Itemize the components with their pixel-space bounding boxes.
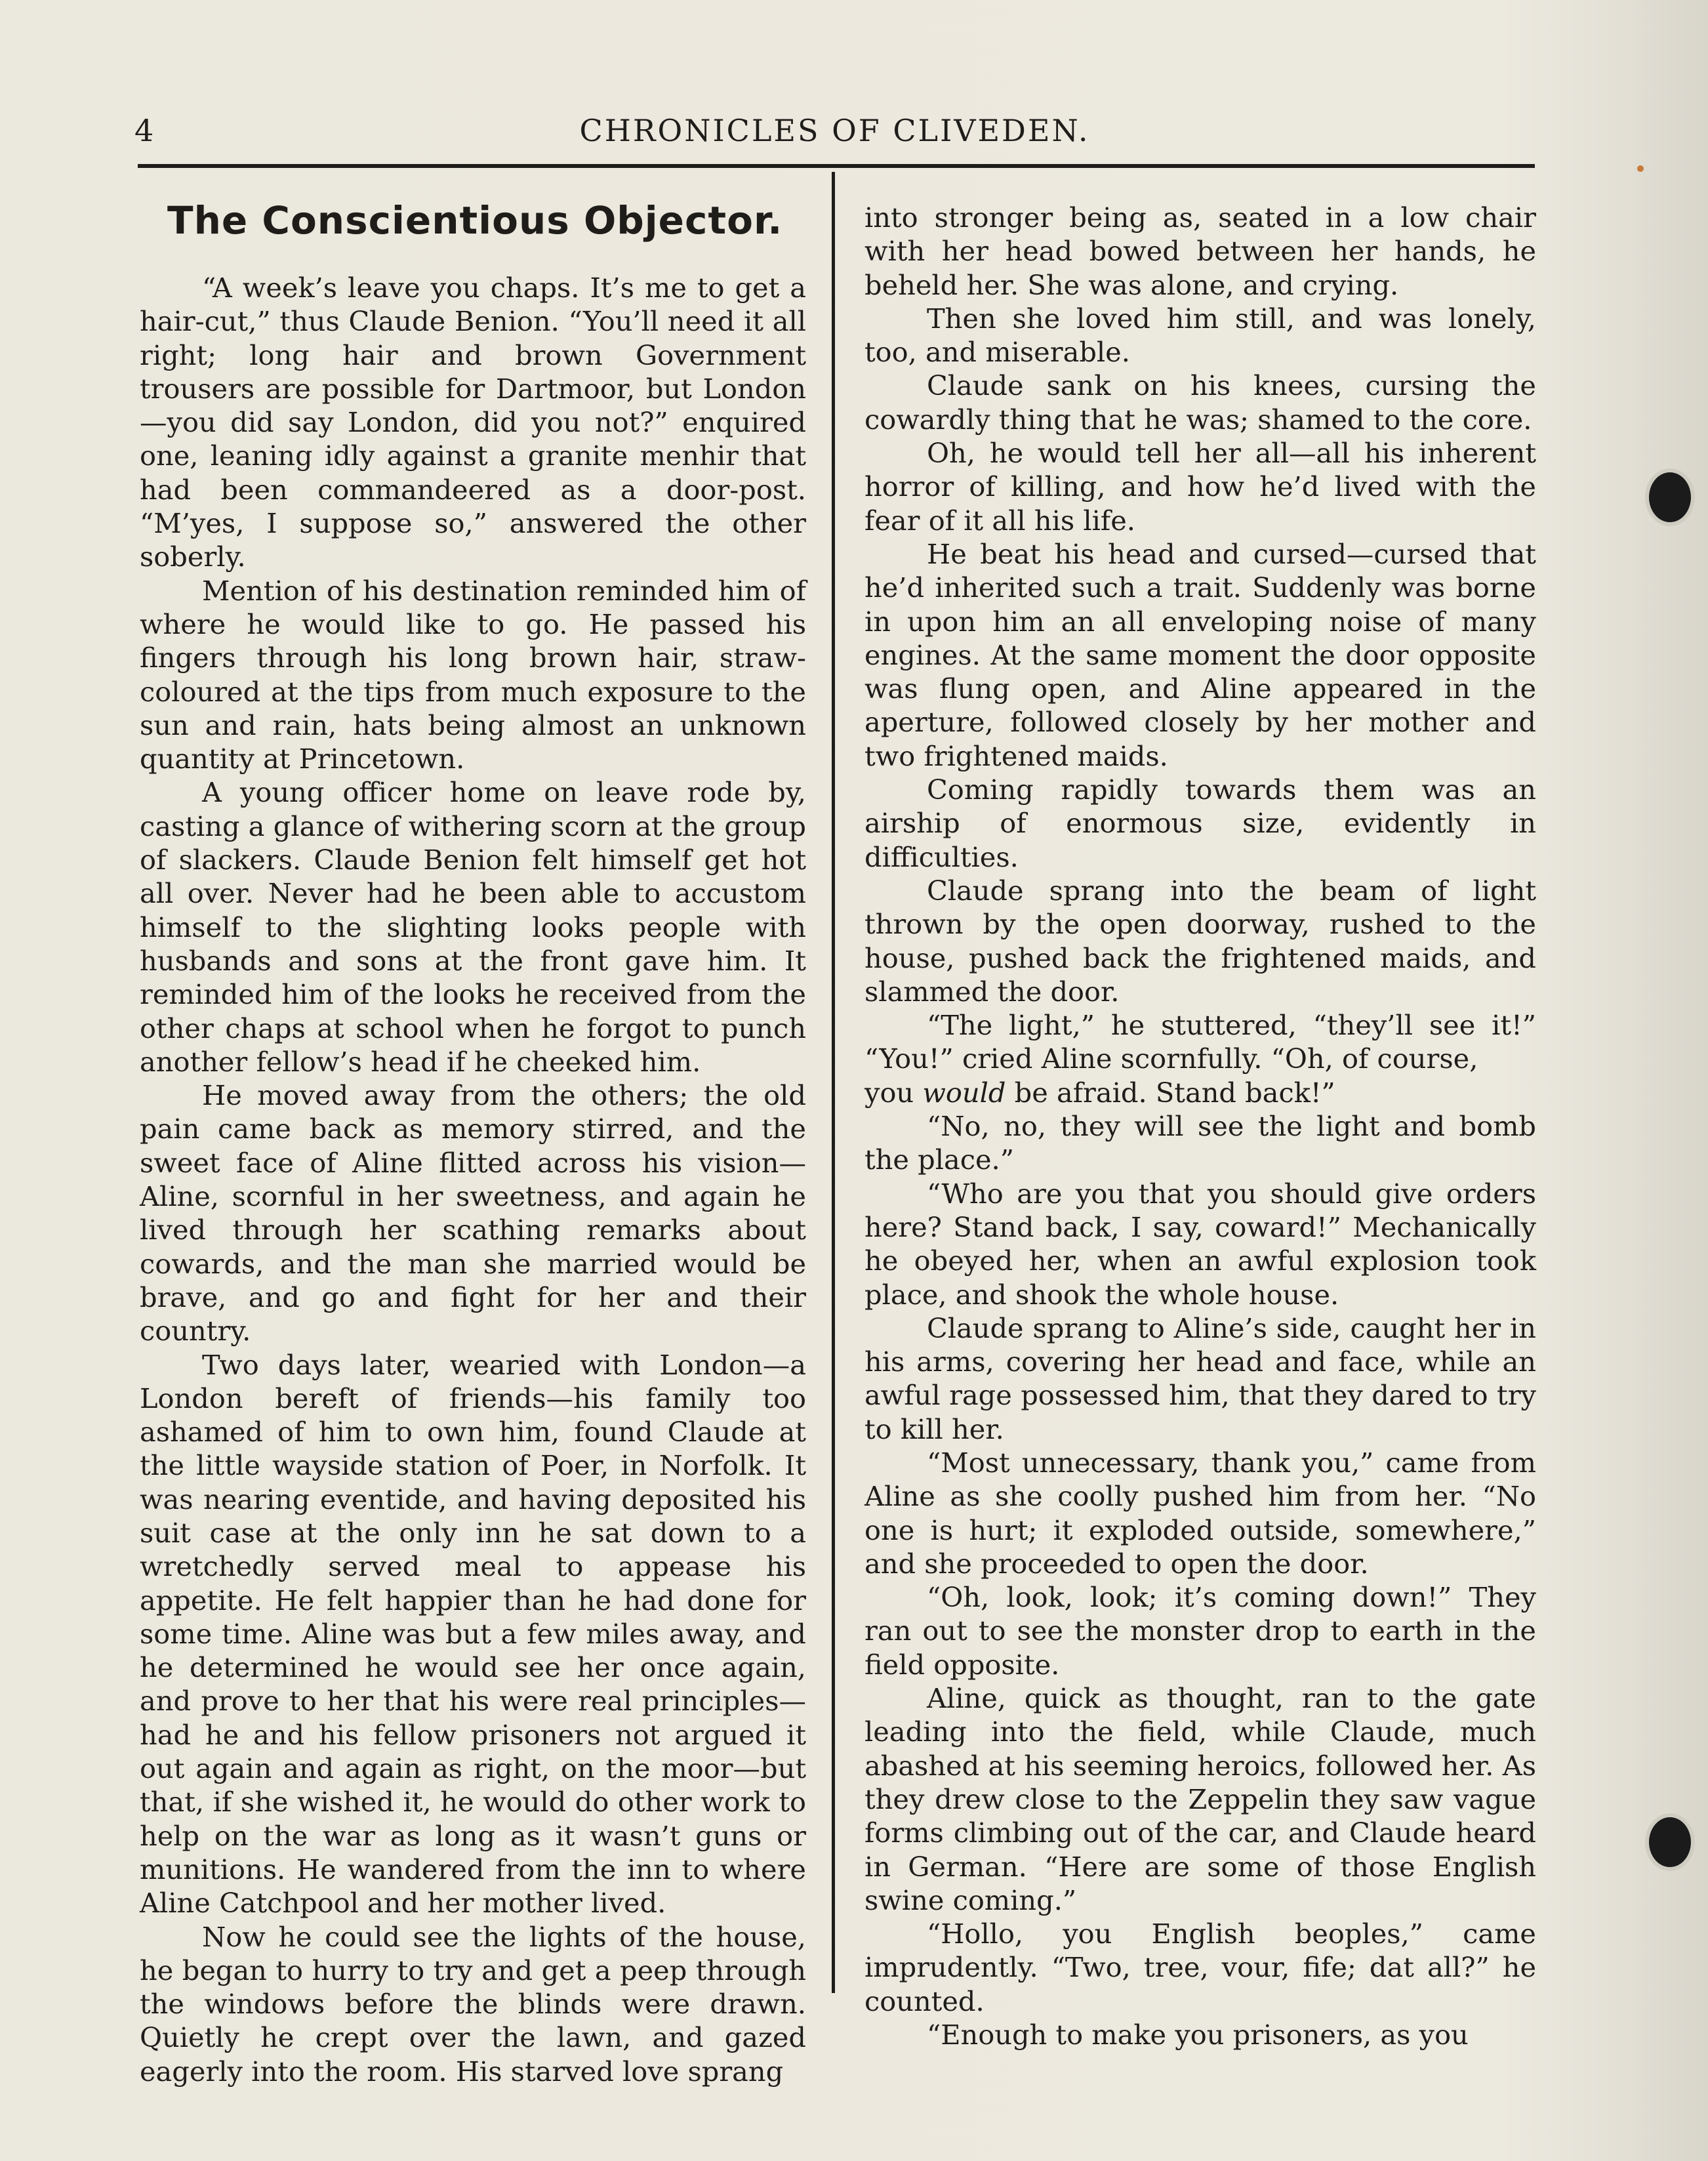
column-rule xyxy=(832,172,835,1993)
page-header xyxy=(134,110,1535,163)
paragraph: Two days later, wearied with London—a London bereft of friends—his family too ashamed of him to own him, found Claude at the little wayside station of Poer, in Norfolk. It was nearing eventide, and having deposited his suit case at the only inn he sat down to a wretchedly served meal to appease his appetite. He felt happier than he had done for some time. Aline was but a few miles away, and he determined he would see her once again, and prove to her that his were real principles—had he and his fellow prisoners not argued it out again and again as right, on the moor—but that, if she wished it, he would do other work to help on the war as long as it wasn’t guns or munitions. He wandered from the inn to where Aline Catchpool and her mother lived. xyxy=(140,1348,806,1920)
paragraph: “Enough to make you prisoners, as you xyxy=(927,2019,1469,2051)
paragraph: He beat his head and cursed—cursed that he’d inherited such a trait. Suddenly was borne in upon him an all enveloping noise of many engines. At the same moment the door opposite was flung open, and Aline appeared in the aperture, followed closely by her mother and two frightened maids. xyxy=(864,537,1536,772)
paragraph: Oh, he would tell her all—all his inherent horror of killing, and how he’d lived with the fear of it all his life. xyxy=(864,437,1536,537)
paragraph: “Oh, look, look; it’s coming down!” They ran out to see the monster drop to earth in the field opposite. xyxy=(864,1581,1536,1681)
paragraph: Claude sprang to Aline’s side, caught her in his arms, covering her head and face, while an awful rage possessed him, that they dared to try to kill her. xyxy=(864,1311,1536,1445)
paragraph: “Most unnecessary, thank you,” came from Aline as she coolly pushed him from her. “No one is hurt; it exploded outside, somewhere,” and she proceeded to open the door. xyxy=(864,1446,1536,1580)
paragraph: Aline, quick as thought, ran to the gate leading into the field, while Claude, much abashed at his seeming heroics, followed her. As they drew close to the Zeppelin they saw vague forms climbing out of the car, and Claude heard in German. “Here are some of those English swine coming.” xyxy=(864,1682,1536,1916)
running-head: CHRONICLES OF CLIVEDEN. xyxy=(579,113,1090,148)
paragraph: Claude sank on his knees, cursing the cowardly thing that he was; shamed to the core. xyxy=(864,369,1536,436)
binding-hole-top xyxy=(1649,472,1691,522)
binding-hole-bottom xyxy=(1649,1817,1691,1867)
ink-mark xyxy=(1637,165,1644,172)
italic-word: would xyxy=(922,1076,1006,1109)
paragraph: A young officer home on leave rode by, casting a glance of withering scorn at the group of slackers. Claude Benion felt himself get hot all over. Never had he been able to accustom himself to the slighting looks people with husbands and sons at the front gave him. It reminded him of the looks he received from the other chaps at school when he forgot to punch another fellow’s head if he cheeked him. xyxy=(140,776,806,1078)
paragraph: “No, no, they will see the light and bomb the place.” xyxy=(864,1110,1536,1176)
paragraph: He moved away from the others; the old pain came back as memory stirred, and the sweet face of Aline flitted across his vision—Aline, scornful in her sweetness, and again he lived through her scathing remarks about cowards, and the man she married would be brave, and go and fight for her and their country. xyxy=(140,1079,806,1348)
paragraph: Mention of his destination reminded him of where he would like to go. He passed his fingers through his long brown hair, straw-coloured at the tips from much exposure to the sun and rain, hats being almost an unknown quantity at Princetown. xyxy=(140,574,806,775)
text-run: be afraid. Stand back!” xyxy=(1006,1076,1335,1109)
paragraph: Now he could see the lights of the house, he began to hurry to try and get a peep through the windows before the blinds were drawn. Quietly he crept over the lawn, and gazed eagerly into the room. His starved love sprang xyxy=(140,1920,806,2088)
paragraph: “Who are you that you should give orders here? Stand back, I say, coward!” Mechanically he obeyed her, when an awful explosion took place, and shook the whole house. xyxy=(864,1177,1536,1311)
text-run: you xyxy=(864,1076,923,1109)
paragraph: Then she loved him still, and was lonely, too, and miserable. xyxy=(864,302,1536,369)
paragraph: Coming rapidly towards them was an airship of enormous size, evidently in difficulties. xyxy=(864,773,1536,873)
paragraph-continued: into stronger being as, seated in a low chair with her head bowed between her hands, he beheld her. She was alone, and crying. xyxy=(864,201,1536,301)
right-column xyxy=(864,201,1536,2051)
paragraph: “Hollo, you English beoples,” came imprudently. “Two, tree, vour, fife; dat all?” he counted. xyxy=(864,1918,1536,2017)
paragraph: “The light,” he stuttered, “they’ll see it!” “You!” cried Aline scornfully. “Oh, of course, xyxy=(864,1009,1536,1075)
paragraph: “A week’s leave you chaps. It’s me to get a hair-cut,” thus Claude Benion. “You’ll need it all right; long hair and brown Government trousers are possible for Dartmoor, but London —you did say London, did you not?” enquired one, leaning idly against a granite menhir that had been commandeered as a door-post. “M’yes, I suppose so,” answered the other soberly. xyxy=(140,272,806,573)
page-number: 4 xyxy=(134,113,154,148)
header-rule xyxy=(138,164,1535,168)
left-column xyxy=(140,271,806,2088)
paragraph: Claude sprang into the beam of light thrown by the open doorway, rushed to the house, pushed back the frightened maids, and slammed the door. xyxy=(864,874,1536,1008)
article-title: The Conscientious Objector. xyxy=(167,198,783,243)
paragraph-continued xyxy=(864,1076,1536,1109)
